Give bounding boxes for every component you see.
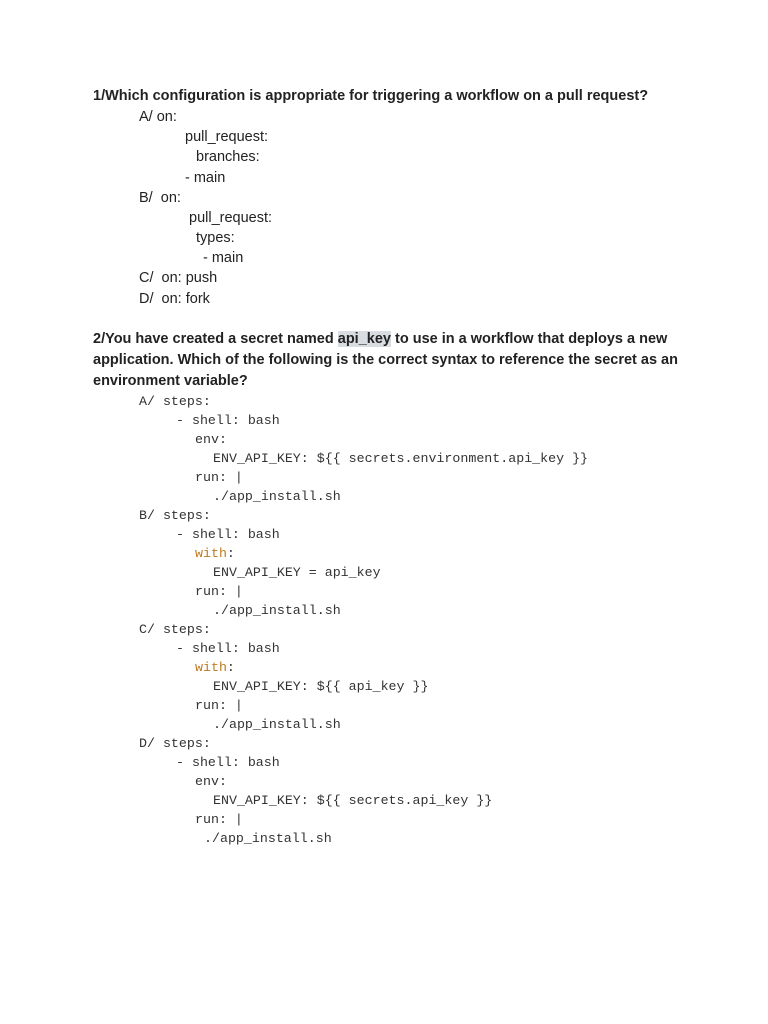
- code-line: run: |: [195, 470, 243, 485]
- q2-option-b: B/ steps:: [139, 508, 211, 523]
- code-line: - shell: bash: [176, 413, 280, 428]
- with-keyword: with: [195, 660, 227, 675]
- question-2-title: [93, 329, 693, 392]
- q1-option-b-line: - main: [203, 250, 244, 266]
- question-2-title-end: to use in a workflow that deploys a new application. Which of the following is the correct syntax to reference the secret as an environment variable?: [93, 331, 678, 389]
- code-line: ENV_API_KEY: ${{ api_key }}: [213, 679, 429, 694]
- code-line: - shell: bash: [176, 755, 280, 770]
- code-line: run: |: [195, 698, 243, 713]
- q1-option-b: B/ on:: [139, 190, 181, 206]
- q1-option-a: A/ on:: [139, 109, 177, 125]
- q1-option-a-line: branches:: [196, 149, 260, 165]
- q1-option-c: C/ on: push: [139, 270, 218, 286]
- code-line: ./app_install.sh: [213, 717, 341, 732]
- code-line: ENV_API_KEY: ${{ secrets.environment.api_key }}: [213, 451, 589, 466]
- secret-name-highlight: api_key: [337, 331, 391, 347]
- code-line: ./app_install.sh: [213, 489, 341, 504]
- q2-option-c: C/ steps:: [139, 622, 211, 637]
- question-1-title: 1/Which configuration is appropriate for triggering a workflow on a pull request?: [93, 88, 649, 104]
- with-keyword: with: [195, 546, 227, 561]
- code-line: run: |: [195, 812, 243, 827]
- code-line: - shell: bash: [176, 527, 280, 542]
- code-line: ./app_install.sh: [213, 603, 341, 618]
- colon: :: [226, 660, 235, 675]
- q1-option-b-line: types:: [196, 230, 235, 246]
- q2-option-a: A/ steps:: [139, 394, 211, 409]
- code-line: ./app_install.sh: [204, 831, 332, 846]
- code-line: env:: [195, 432, 227, 447]
- code-line: run: |: [195, 584, 243, 599]
- code-line: ENV_API_KEY = api_key: [213, 565, 381, 580]
- q1-option-a-line: - main: [185, 170, 226, 186]
- question-2-title-start: 2/You have created a secret named: [93, 331, 338, 347]
- code-line: - shell: bash: [176, 641, 280, 656]
- code-line: env:: [195, 774, 227, 789]
- code-line: [195, 658, 235, 677]
- q1-option-d: D/ on: fork: [139, 291, 210, 307]
- code-line: ENV_API_KEY: ${{ secrets.api_key }}: [213, 793, 493, 808]
- q1-option-a-line: pull_request:: [185, 129, 269, 145]
- code-line: [195, 544, 235, 563]
- q2-option-d: D/ steps:: [139, 736, 211, 751]
- q1-option-b-line: pull_request:: [189, 210, 273, 226]
- colon: :: [226, 546, 235, 561]
